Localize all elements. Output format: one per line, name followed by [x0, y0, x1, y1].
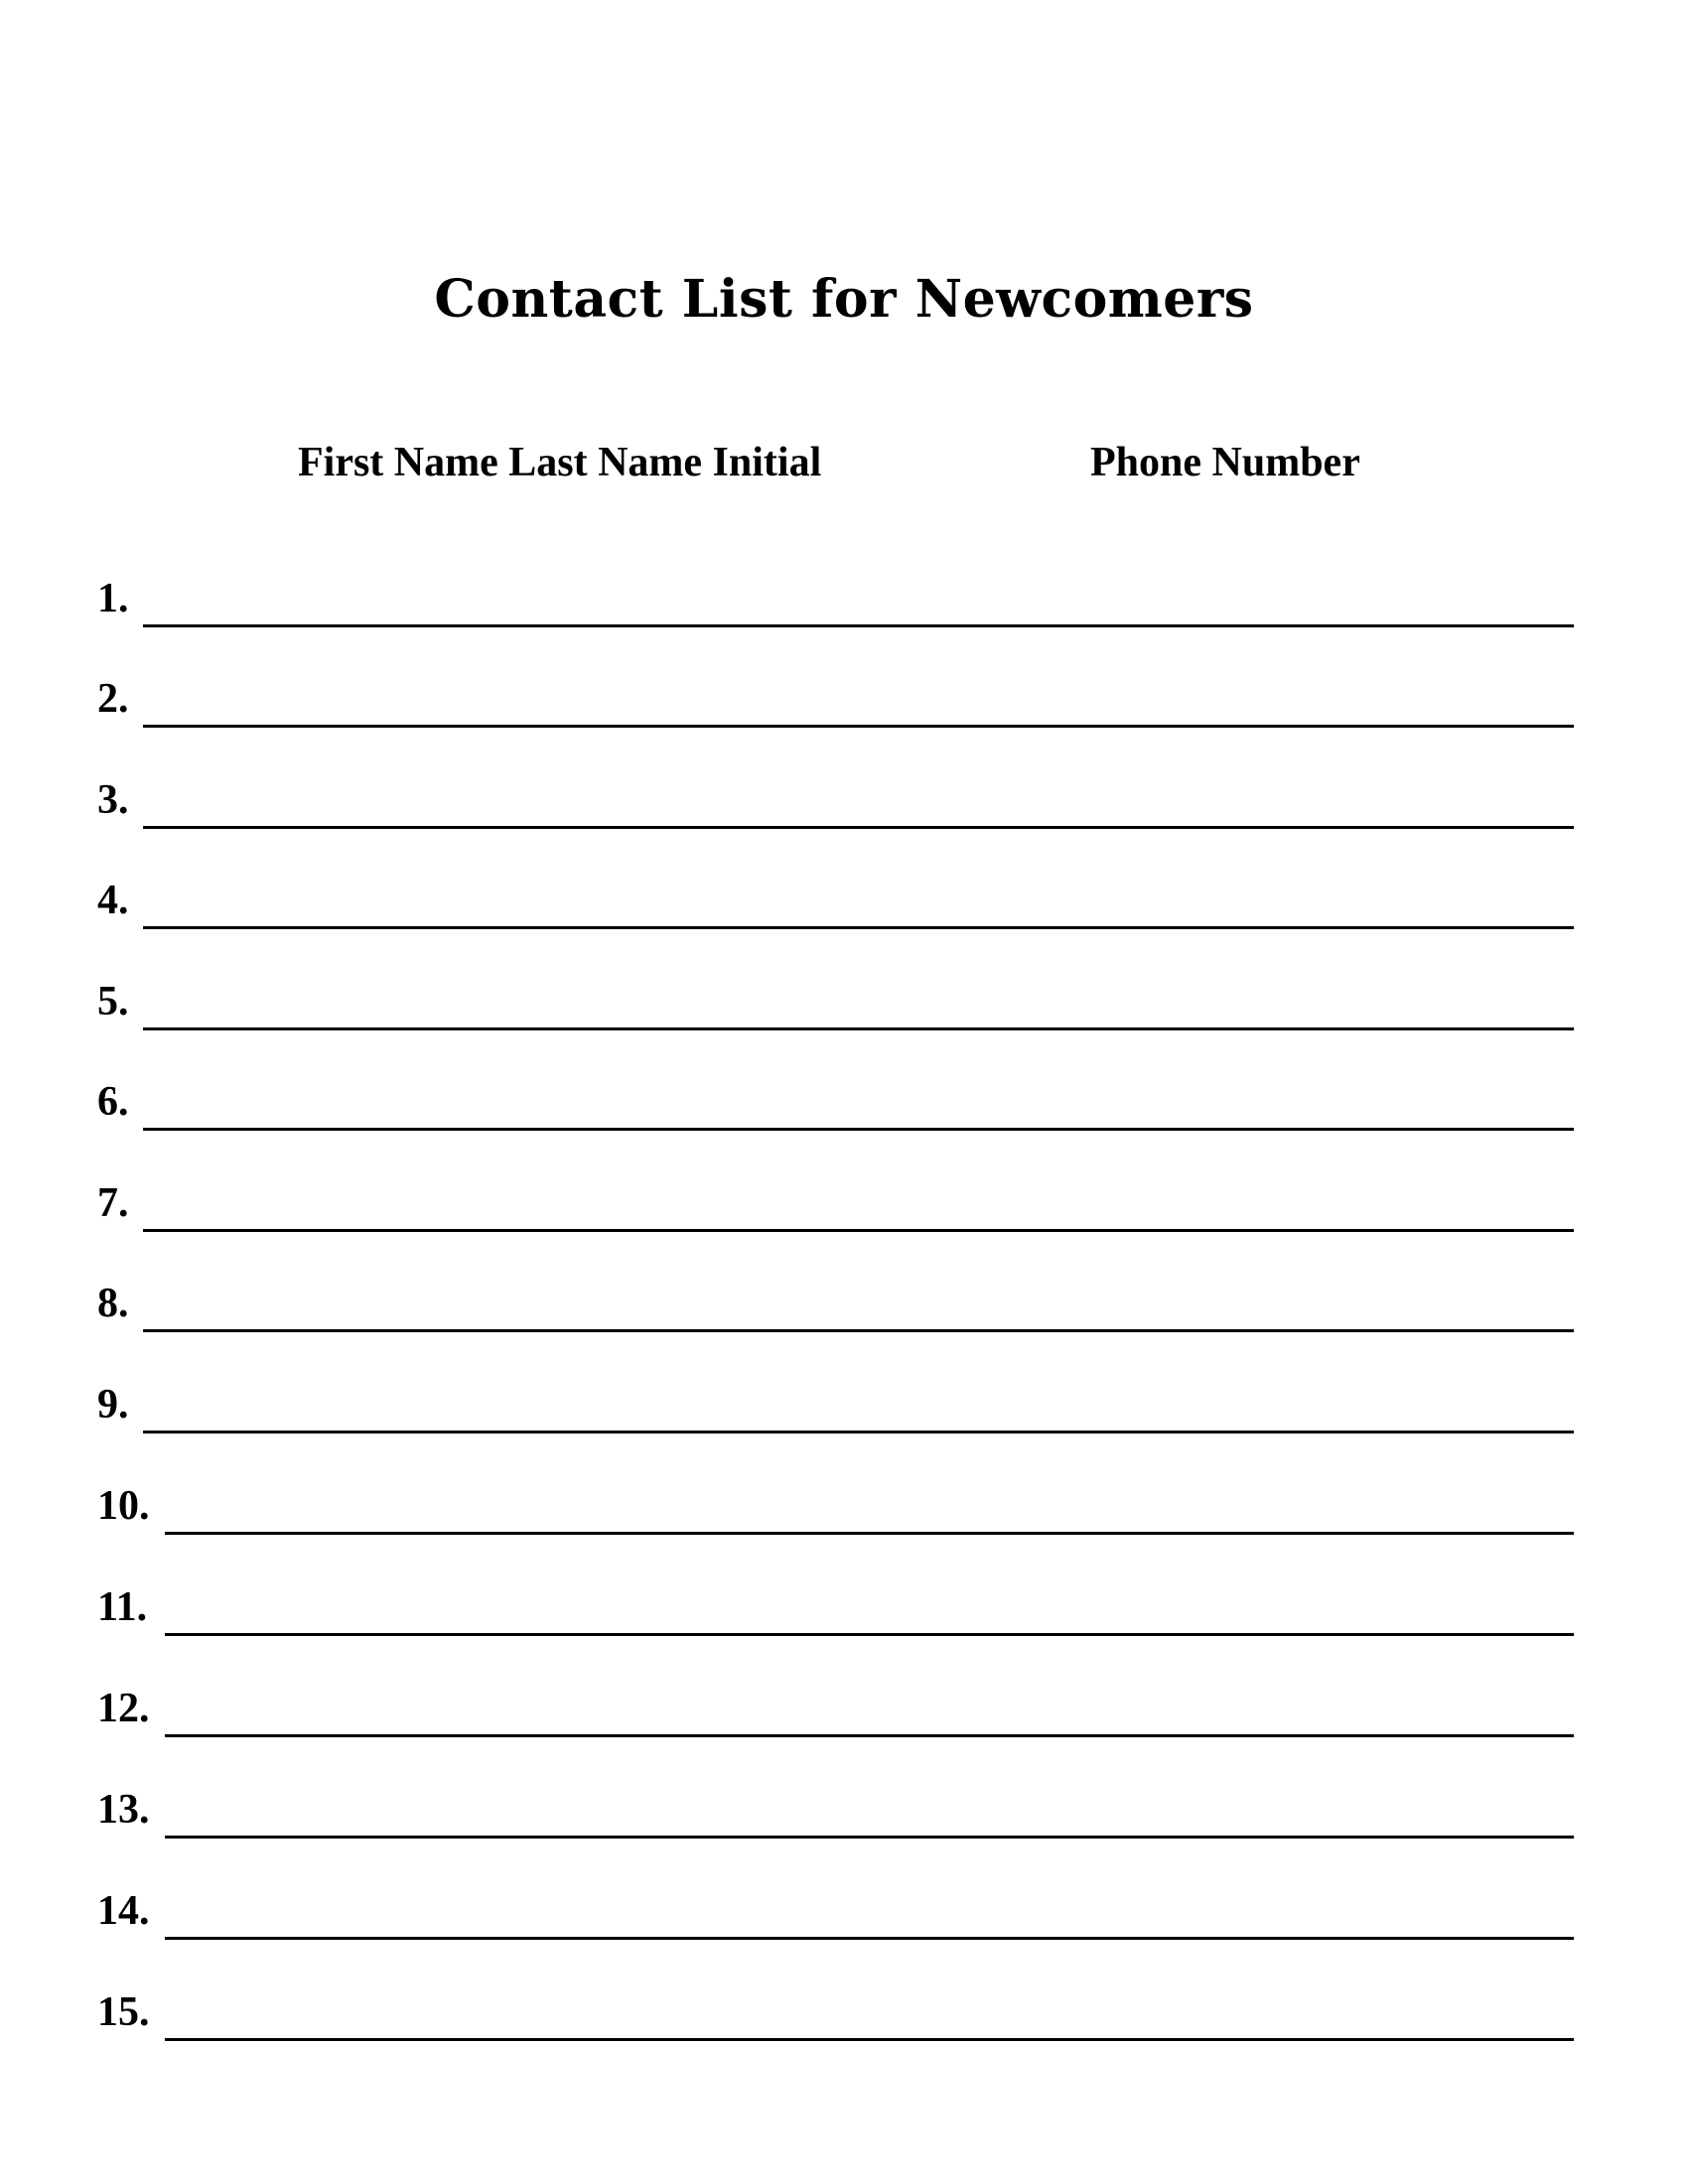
entry-line[interactable] — [165, 1532, 1574, 1535]
entry-line[interactable] — [143, 926, 1574, 929]
entry-line[interactable] — [143, 1431, 1574, 1433]
entry-line[interactable] — [165, 1937, 1574, 1940]
row-number: 6. — [97, 1079, 129, 1125]
entry-line[interactable] — [143, 725, 1574, 728]
entry-line[interactable] — [165, 2038, 1574, 2041]
row-number: 7. — [97, 1180, 129, 1226]
contact-row — [0, 1678, 1688, 1737]
contact-row — [0, 971, 1688, 1030]
row-number: 2. — [97, 676, 129, 722]
row-number: 5. — [97, 979, 129, 1024]
contact-row — [0, 1576, 1688, 1636]
row-number: 15. — [97, 1989, 150, 2035]
entry-line[interactable] — [165, 1734, 1574, 1737]
entry-line[interactable] — [165, 1836, 1574, 1839]
entry-line[interactable] — [143, 1329, 1574, 1332]
contact-row — [0, 1880, 1688, 1940]
contact-row — [0, 1779, 1688, 1839]
entry-line[interactable] — [143, 624, 1574, 627]
page-title: Contact List for Newcomers — [434, 269, 1254, 330]
column-header-phone: Phone Number — [1090, 440, 1360, 485]
contact-row — [0, 1071, 1688, 1131]
row-number: 12. — [97, 1686, 150, 1731]
row-number: 10. — [97, 1483, 150, 1529]
entry-line[interactable] — [143, 1128, 1574, 1131]
row-number: 11. — [97, 1584, 148, 1630]
contact-row — [0, 668, 1688, 728]
row-number: 9. — [97, 1382, 129, 1428]
contact-row — [0, 769, 1688, 829]
contact-row — [0, 870, 1688, 929]
row-number: 13. — [97, 1787, 150, 1833]
row-number: 3. — [97, 777, 129, 823]
contact-row — [0, 1981, 1688, 2041]
row-number: 14. — [97, 1888, 150, 1934]
contact-row — [0, 1172, 1688, 1232]
row-number: 8. — [97, 1281, 129, 1326]
column-header-name: First Name Last Name Initial — [298, 440, 822, 485]
contact-row — [0, 568, 1688, 627]
entry-line[interactable] — [165, 1633, 1574, 1636]
entry-line[interactable] — [143, 1229, 1574, 1232]
contact-row — [0, 1475, 1688, 1535]
entry-line[interactable] — [143, 826, 1574, 829]
row-number: 1. — [97, 576, 129, 621]
entry-line[interactable] — [143, 1027, 1574, 1030]
contact-row — [0, 1273, 1688, 1332]
contact-row — [0, 1374, 1688, 1433]
row-number: 4. — [97, 878, 129, 923]
